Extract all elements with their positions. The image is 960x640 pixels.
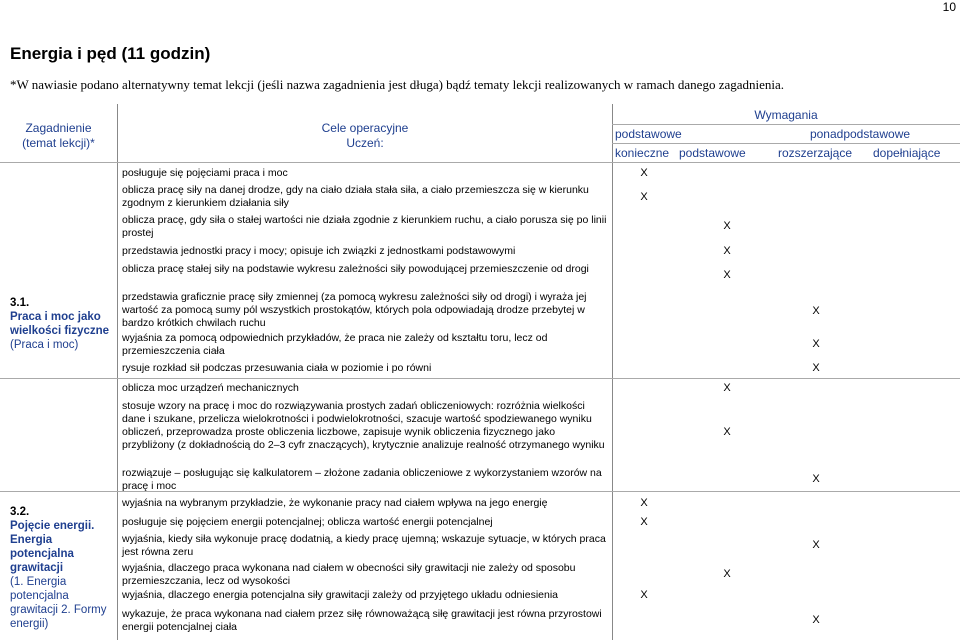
header-temat: (temat lekcji)* (22, 136, 95, 150)
divider-header-bottom (0, 162, 960, 163)
requirement-mark: X (812, 362, 820, 374)
goal-row: rysuje rozkład sił podczas przesuwania ciała w poziomie i po równi (122, 362, 432, 374)
goal-row: wyjaśnia za pomocą odpowiednich przykładów, że praca nie zależy od kształtu toru, lecz od przemieszczenia ciała (122, 332, 548, 357)
page-number: 10 (942, 0, 956, 14)
goal-row: posługuje się pojęciem energii potencjalnej; oblicza wartość energii potencjalnej (122, 516, 493, 528)
goal-row: przedstawia jednostki pracy i mocy; opisuje ich związki z jednostkami podstawowymi (122, 245, 516, 257)
goal-row: oblicza pracę, gdy siła o stałej wartości nie działa zgodnie z kierunkiem ruchu, a ciało porusza się po linii prostej (122, 214, 607, 239)
header-podstawowe-sub: podstawowe (679, 146, 746, 160)
topic-3-1 (10, 296, 110, 352)
requirement-mark: X (723, 382, 731, 394)
header-ponadpodstawowe: ponadpodstawowe (809, 127, 911, 141)
requirement-mark: X (723, 568, 731, 580)
goal-row: stosuje wzory na pracę i moc do rozwiązywania prostych zadań obliczeniowych: rozróżnia wielkości dane i szukane, przelicza wielokrotności i podwielokrotności, szacuje wartość spodziewanego wyniku obliczeń, przeprowadza proste obliczenia liczbowe, zapisuje wynik obliczenia fizycznego jako przybliżony (z dokładnością do 2–3 cyfr znaczących), krytycznie analizuje realność otrzymanego wyniku (122, 400, 605, 451)
goal-row: wyjaśnia na wybranym przykładzie, że wykonanie pracy nad ciałem wpływa na jego energię (122, 497, 548, 509)
requirement-mark: X (640, 516, 648, 528)
requirement-mark: X (812, 614, 820, 626)
requirement-mark: X (723, 269, 731, 281)
goal-row: oblicza pracę stałej siły na podstawie wykresu zależności siły powodującej przemieszczenie od drogi (122, 263, 589, 275)
header-wymagania: Wymagania (754, 108, 818, 122)
topic-number: 3.2. (10, 506, 30, 518)
goal-row: przedstawia graficznie pracę siły zmiennej (za pomocą wykresu zależności siły od drogi) i wyraża jej wartość za pomocą sumy pól wszystkich prostokątów, których pola odpowiadają drodze przebytej w bardzo krótkich chwilach ruchu (122, 291, 587, 329)
header-dopelniajace: dopełniające (873, 146, 941, 160)
goal-row: wyjaśnia, dlaczego energia potencjalna siły grawitacji zależy od przyjętego układu odniesienia (122, 589, 559, 601)
goal-row: posługuje się pojęciami praca i moc (122, 167, 288, 179)
header-uczen: Uczeń: (346, 136, 384, 150)
requirement-mark: X (640, 167, 648, 179)
header-zagadnienie: Zagadnienie (25, 121, 92, 135)
document-title: Energia i pęd (11 godzin) (10, 44, 211, 63)
requirement-mark: X (723, 245, 731, 257)
goal-row: oblicza moc urządzeń mechanicznych (122, 382, 299, 394)
requirement-mark: X (640, 191, 648, 203)
requirement-mark: X (812, 473, 820, 485)
requirement-mark: X (812, 305, 820, 317)
divider-goals (612, 104, 613, 640)
requirement-mark: X (640, 497, 648, 509)
divider-header-mid (612, 143, 960, 144)
header-rozszerzajace: rozszerzające (778, 146, 853, 160)
header-podstawowe: podstawowe (615, 127, 682, 141)
header-cele: Cele operacyjne (321, 121, 409, 135)
goal-row: wyjaśnia, dlaczego praca wykonana nad ciałem w obecności siły grawitacji nie zależy od sposobu przemieszczania, lecz od wysokości (122, 562, 576, 587)
topic-title: Praca i moc jako wielkości fizyczne (10, 311, 110, 337)
divider-section (0, 378, 960, 379)
topic-title: Pojęcie energii. Energia potencjalna grawitacji (10, 520, 95, 574)
goal-row: rozwiązuje – posługując się kalkulatorem – złożone zadania obliczeniowe z wykorzystaniem wzorów na pracę i moc (122, 467, 602, 492)
goal-row: wyjaśnia, kiedy siła wykonuje pracę dodatnią, a kiedy pracę ujemną; wskazuje sytuacje, w których praca jest równa zeru (122, 533, 606, 558)
topic-alt: (Praca i moc) (10, 339, 79, 351)
divider-topic (117, 104, 118, 640)
requirement-mark: X (812, 539, 820, 551)
goal-row: oblicza pracę siły na danej drodze, gdy na ciało działa stała siła, a ciało przemieszcza się w kierunku zgodnym z kierunkiem działania siły (122, 184, 589, 209)
goal-row: wykazuje, że praca wykonana nad ciałem przez siłę równoważącą siłę grawitacji jest równa przyrostowi energii potencjalnej ciała (122, 608, 602, 633)
requirement-mark: X (812, 338, 820, 350)
topic-alt: (1. Energia potencjalna grawitacji 2. Formy energii) (10, 576, 107, 630)
requirement-mark: X (723, 220, 731, 232)
header-konieczne: konieczne (615, 146, 670, 160)
requirement-mark: X (723, 426, 731, 438)
document-note: *W nawiasie podano alternatywny temat lekcji (jeśli nazwa zagadnienia jest długa) bądź tematy lekcji realizowanych w ramach danego zagadnienia. (10, 77, 785, 92)
topic-3-2 (10, 505, 110, 631)
divider-header-top (612, 124, 960, 125)
topic-number: 3.1. (10, 297, 30, 309)
requirement-mark: X (640, 589, 648, 601)
